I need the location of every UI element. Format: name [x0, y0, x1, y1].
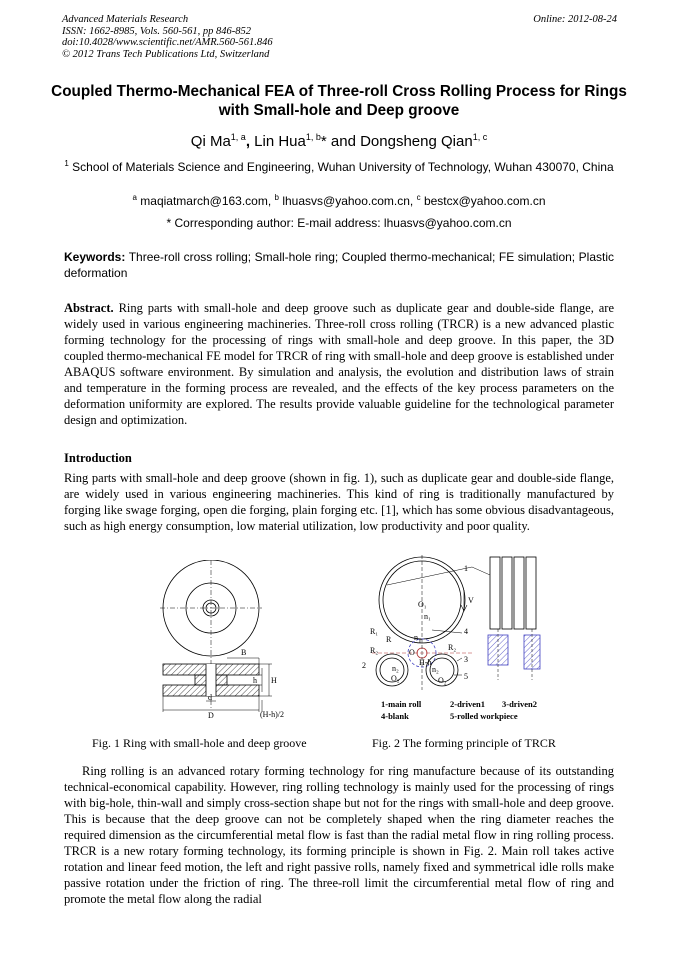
keywords-text: Three-roll cross rolling; Small-hole ring; Coupled thermo-mechanical; FE simulation; Plastic deformation	[64, 250, 615, 280]
fig1-label-B: B	[241, 648, 247, 657]
journal-name: Advanced Materials Research	[62, 14, 189, 25]
fig1-label-h: h	[253, 676, 257, 685]
main-roll-side	[490, 557, 500, 629]
affiliation	[60, 156, 618, 176]
fig2-legend-item: 4-blank	[381, 711, 409, 721]
fig1-label-H: H	[271, 676, 277, 685]
author-name: Lin Hua	[254, 133, 306, 150]
fig2-label-r2-right: R₂	[448, 643, 457, 652]
affiliation-sup: 1	[64, 159, 69, 168]
fig2-label-v: V	[468, 596, 474, 605]
fig2-label-n2-right: n₂	[432, 665, 439, 674]
fig2-legend-item: 5-rolled workpiece	[450, 711, 518, 721]
figure-2-caption: Fig. 2 The forming principle of TRCR	[372, 736, 556, 750]
corresponding-author: * Corresponding author: E-mail address: lhuasvs@yahoo.com.cn	[166, 216, 512, 230]
author-list	[0, 132, 678, 150]
fig2-label-n1: n₁	[424, 612, 431, 621]
author-name: Dongsheng Qian	[360, 133, 473, 150]
email-address[interactable]: lhuasvs@yahoo.com.cn,	[282, 194, 414, 208]
introduction-paragraph-2: Ring rolling is an advanced rotary forming technology for ring manufacture because of its outstanding technical-economical capability. However, ring rolling technology is mainly used for the processing of rings with big-hole, thin-wall and simply cross-section shape but not for the rings with small-hole and deep groove. This is because that the deep groove can not be completely shaped when the ring diameter reaches the required dimension as the circumferential metal flow is fast than the radial metal flow in ring rolling process. TRCR is a new rotary forming technology, its forming principle is shown in Fig. 2. Main roll takes active rotation and linear feed motion, the left and right passive rolls, namely fixed and symmetrical idle rolls make passive rotation under the friction of ring. The three-roll limit the circumferential metal flow of ring and promote the metal flow along the radial	[64, 764, 614, 906]
author-sup: 1, b	[305, 132, 321, 142]
fig2-label-n2-left: n₂	[392, 664, 399, 673]
corresponding-mark: *	[320, 133, 327, 150]
author-sup: 1, a	[230, 132, 246, 142]
author-sup: 1, c	[472, 132, 488, 142]
author-separator: ,	[245, 133, 250, 150]
abstract-label: Abstract.	[64, 301, 114, 315]
fig2-legend-item: 3-driven2	[502, 699, 537, 709]
fig2-part-4: 4	[464, 627, 468, 636]
author-name: Qi Ma	[190, 133, 231, 150]
email-address[interactable]: maqiatmarch@163.com,	[140, 194, 272, 208]
fig2-label-r: R	[386, 635, 392, 644]
keywords	[64, 249, 614, 281]
section-title-introduction: Introduction	[64, 451, 132, 465]
email-sup: a	[132, 193, 137, 202]
abstract	[64, 300, 614, 428]
fig2-legend-item: 2-driven1	[450, 699, 485, 709]
issn: ISSN: 1662-8985, Vols. 560-561, pp 846-852	[62, 25, 251, 37]
figure-1-caption: Fig. 1 Ring with small-hole and deep groove	[92, 736, 307, 750]
introduction-paragraph-1: Ring parts with small-hole and deep groove (shown in fig. 1), such as duplicate gear and double-side flange, are widely used in various engineering machineries. This kind of ring is traditionally manufactured by forging like swage forging, open die forging, plain forging etc. [1], which has some obvious disadvantageous, such as high energy consumption, low material utilization, low productivity and poor quality.	[64, 471, 614, 533]
affiliation-text: School of Materials Science and Engineering, Wuhan University of Technology, Wuhan 430070, China	[72, 160, 614, 174]
online-date: Online: 2012-08-24	[533, 14, 617, 25]
author-and: and	[330, 133, 356, 150]
fig2-label-r1: R₁	[370, 627, 379, 636]
fig2-label-rsmall: r	[419, 636, 422, 645]
fig2-label-r2: R₂	[370, 646, 379, 655]
fig2-label-o1: O₁	[418, 600, 427, 609]
email-address[interactable]: bestcx@yahoo.com.cn	[423, 194, 546, 208]
fig1-label-d: d	[208, 693, 212, 702]
fig2-legend-item: 1-main roll	[381, 699, 422, 709]
fig2-part-3: 3	[464, 655, 468, 664]
fig2-part-5: 5	[464, 672, 468, 681]
fig2-label-hh: H-h	[419, 658, 432, 667]
figure-1-ring-drawing	[150, 560, 300, 725]
figure-2-trcr-principle	[362, 555, 572, 725]
fig2-label-o: O	[409, 648, 415, 657]
email-sup: c	[416, 193, 421, 202]
abstract-text: Ring parts with small-hole and deep groove such as duplicate gear and double-side flange, are widely used in various engineering machineries. Three-roll cross rolling (TRCR) is a new advanced plastic forming technology for the processing of rings with small-hole and deep groove. In this paper, the 3D coupled thermo-mechanical FE model for TRCR of ring with small-hole and deep groove is established under ABAQUS software environment. By simulation and analysis, the evolution and distribution laws of strain and temperature in the forming process are revealed, and the effects of the key process parameters on the deformation uniformity are explored. The results provide valuable guideline for the technological parameter design and optimization.	[64, 301, 614, 427]
fig2-part-2: 2	[362, 661, 366, 670]
fig2-label-o2-left: O₂	[391, 674, 400, 683]
email-list	[0, 193, 678, 208]
paper-title: Coupled Thermo-Mechanical FEA of Three-roll Cross Rolling Process for Rings with Small-hole and Deep groove	[51, 83, 627, 119]
email-sup: b	[274, 193, 279, 202]
fig2-part-1: 1	[464, 564, 468, 573]
fig2-label-n: n	[414, 633, 418, 642]
fig1-label-hh: (H-h)/2	[260, 710, 284, 719]
keywords-label: Keywords:	[64, 250, 126, 264]
journal-header	[62, 14, 617, 60]
doi[interactable]: doi:10.4028/www.scientific.net/AMR.560-561.846	[62, 37, 273, 48]
fig1-label-D: D	[208, 711, 214, 720]
fig2-label-o2-right: O₂	[438, 676, 447, 685]
copyright: © 2012 Trans Tech Publications Ltd, Switzerland	[62, 48, 270, 60]
